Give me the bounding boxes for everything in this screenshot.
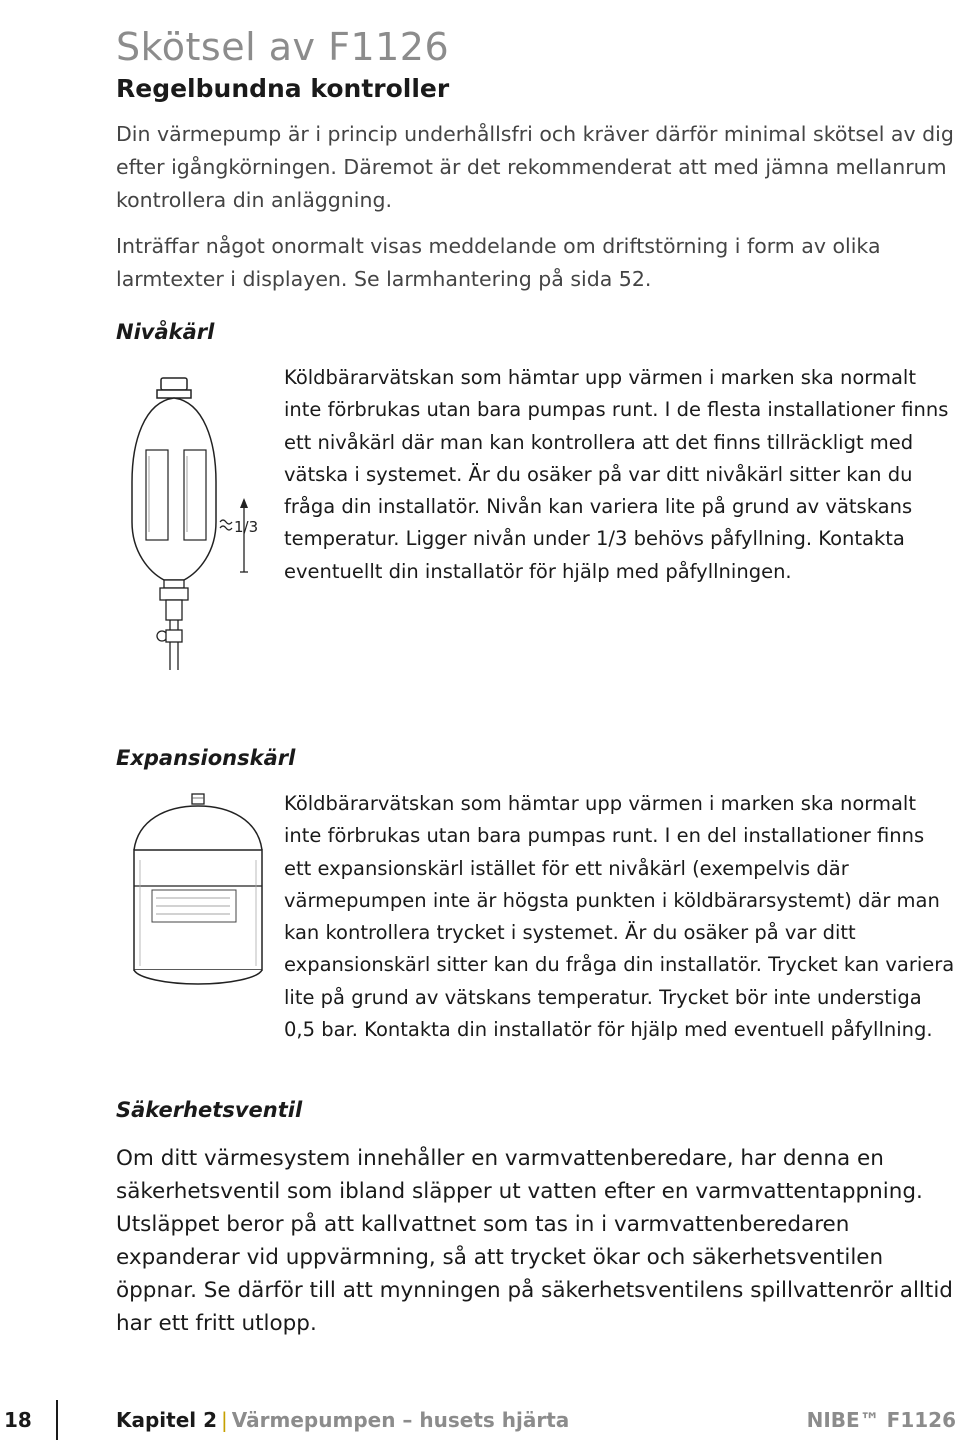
page-number: 18	[4, 1408, 32, 1432]
level-vessel-illustration	[124, 372, 274, 672]
nivakarl-heading: Nivåkärl	[116, 320, 215, 344]
chapter-title: Värmepumpen – husets hjärta	[231, 1408, 570, 1432]
product-name: NIBE™ F1126	[806, 1408, 956, 1432]
footer-divider	[56, 1400, 58, 1440]
intro-paragraph-2: Inträffar något onormalt visas meddelande om driftstörning i form av olika larmtexter i displayen. Se larmhantering på sida 52.	[116, 234, 881, 291]
chapter-label: Kapitel 2	[116, 1408, 218, 1432]
page-title: Skötsel av F1126	[116, 25, 450, 70]
expansionskarl-heading: Expansionskärl	[116, 746, 296, 770]
sakerhetsventil-heading: Säkerhetsventil	[116, 1098, 303, 1122]
footer-chapter	[116, 1408, 569, 1432]
chapter-separator: |	[221, 1408, 228, 1432]
section-heading: Regelbundna kontroller	[116, 74, 450, 103]
expansion-vessel-illustration	[126, 790, 271, 990]
level-label: 1/3	[234, 518, 259, 536]
sakerhetsventil-text: Om ditt värmesystem innehåller en varmvattenberedare, har denna en säkerhetsventil som ibland släpper ut vatten efter en varmvattentappning. Utsläppet beror på att kallvattnet som tas in i varmvattenberedaren expanderar vid uppvärmning, så att trycket ökar och säkerhetsventilen öppnar. Se därför till att mynningen på säkerhetsventilens spillvattenrör alltid har ett fritt utlopp.	[116, 1146, 953, 1336]
expansionskarl-text: Köldbärarvätskan som hämtar upp värmen i marken ska normalt inte förbrukas utan bara pumpas runt. I en del installationer finns ett expansionskärl istället för ett nivåkärl (exempelvis där värmepumpen inte är högsta punkten i köldbärarsystemt) där man kan kontrollera trycket i systemet. Är du osäker på var ditt expansionskärl sitter kan du fråga din installatör. Trycket kan variera lite på grund av vätskans temperatur. Trycket bör inte understiga 0,5 bar. Kontakta din installatör för hjälp med eventuell påfyllning.	[284, 792, 955, 1042]
intro-paragraph-1: Din värmepump är i princip underhållsfri och kräver därför minimal skötsel av dig efter igångkörningen. Däremot är det rekommenderat att med jämna mellanrum kontrollera din anläggning.	[116, 122, 954, 212]
nivakarl-text: Köldbärarvätskan som hämtar upp värmen i marken ska normalt inte förbrukas utan bara pumpas runt. I de flesta installationer finns ett nivåkärl där man kan kontrollera att det finns tillräckligt med vätska i systemet. Är du osäker på var ditt nivåkärl sitter kan du fråga din installatör. Nivån kan variera lite på grund av vätskans temperatur. Ligger nivån under 1/3 behövs påfyllning. Kontakta eventuellt din installatör för hjälp med påfyllningen.	[284, 366, 949, 583]
